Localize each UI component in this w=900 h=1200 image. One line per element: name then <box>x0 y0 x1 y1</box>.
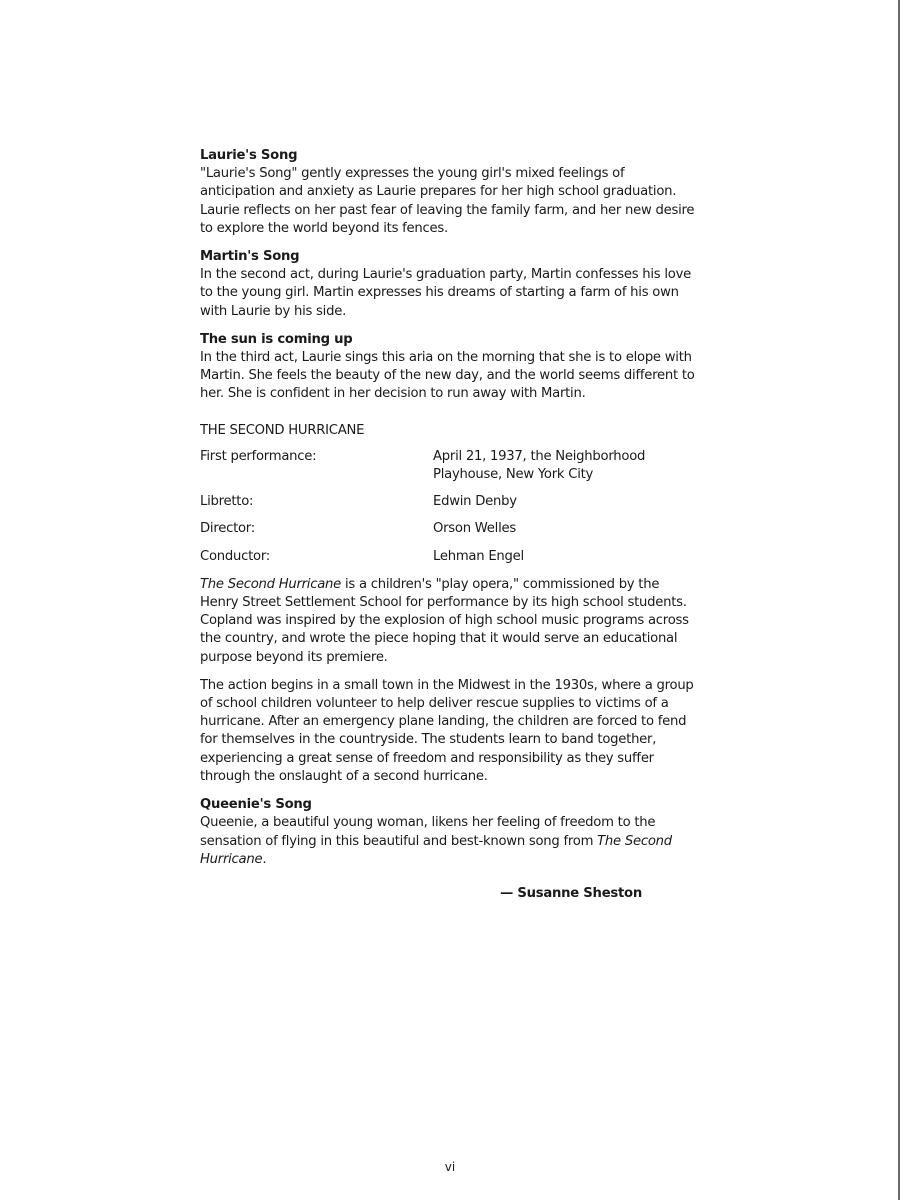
opera-intro-paragraph <box>200 576 700 667</box>
author-signature: — Susanne Sheston <box>500 885 642 901</box>
opera-synopsis-paragraph: The action begins in a small town in the Midwest in the 1930s, where a group of school children volunteer to help deliver rescue supplies to victims of a hurricane. After an emergency plane landing, the children are forced to fend for themselves in the countryside. The students learn to band together, experiencing a great sense of freedom and responsibility as they suffer through the onslaught of a second hurricane. <box>200 677 694 784</box>
laurie-song-heading: Laurie's Song <box>200 148 298 163</box>
detail-value: Orson Welles <box>433 521 516 537</box>
detail-label: Conductor: <box>200 548 270 564</box>
queenie-song-text <box>200 814 700 869</box>
detail-row-director <box>200 520 700 538</box>
martin-song-heading: Martin's Song <box>200 249 300 265</box>
detail-label: First performance: <box>200 448 317 464</box>
opera-title: THE SECOND HURRICANE <box>200 422 365 438</box>
opera-details <box>200 448 700 566</box>
detail-value: Edwin Denby <box>433 494 517 510</box>
opera-intro-title: The Second Hurricane <box>200 576 342 592</box>
martin-song-section <box>200 248 700 321</box>
queenie-text-after: . <box>262 851 267 867</box>
queenie-song-heading: Queenie's Song <box>200 797 312 813</box>
sun-coming-up-heading: The sun is coming up <box>200 331 353 347</box>
detail-row-libretto <box>200 493 700 511</box>
document-body <box>200 147 700 903</box>
opera-intro-text: is a children's "play opera," commissioned by the Henry Street Settlement School for performance by its high school students. Copland was inspired by the explosion of high school music programs across the country, and wrote the piece hoping that it would serve an educational purpose beyond its premiere. <box>200 576 689 665</box>
detail-value: Lehman Engel <box>433 548 524 564</box>
queenie-song-section <box>200 796 700 869</box>
page-number: vi <box>444 1160 456 1174</box>
martin-song-text: In the second act, during Laurie's graduation party, Martin confesses his love to the young girl. Martin expresses his dreams of starting a farm of his own with Laurie by his side. <box>200 267 692 319</box>
laurie-song-section <box>200 147 700 238</box>
detail-label: Director: <box>200 521 255 537</box>
sun-coming-up-section <box>200 331 700 404</box>
detail-row-first-performance <box>200 448 700 484</box>
detail-row-conductor <box>200 548 700 566</box>
laurie-song-text: "Laurie's Song" gently expresses the young girl's mixed feelings of anticipation and anxiety as Laurie prepares for her high school graduation. Laurie reflects on her past fear of leaving the family farm, and her new desire to explore the world beyond its fences. <box>200 166 695 236</box>
queenie-text-italic: The Second Hurricane <box>200 833 672 867</box>
detail-value: April 21, 1937, the Neighborhood Playhouse, New York City <box>433 448 646 483</box>
detail-label: Libretto: <box>200 494 254 510</box>
sun-coming-up-text: In the third act, Laurie sings this aria on the morning that she is to elope with Martin. She feels the beauty of the new day, and the world seems different to her. She is confident in her decision to run away with Martin. <box>200 350 695 402</box>
queenie-text-before: Queenie, a beautiful young woman, likens her feeling of freedom to the sensation of flying in this beautiful and best-known song from <box>200 815 656 849</box>
